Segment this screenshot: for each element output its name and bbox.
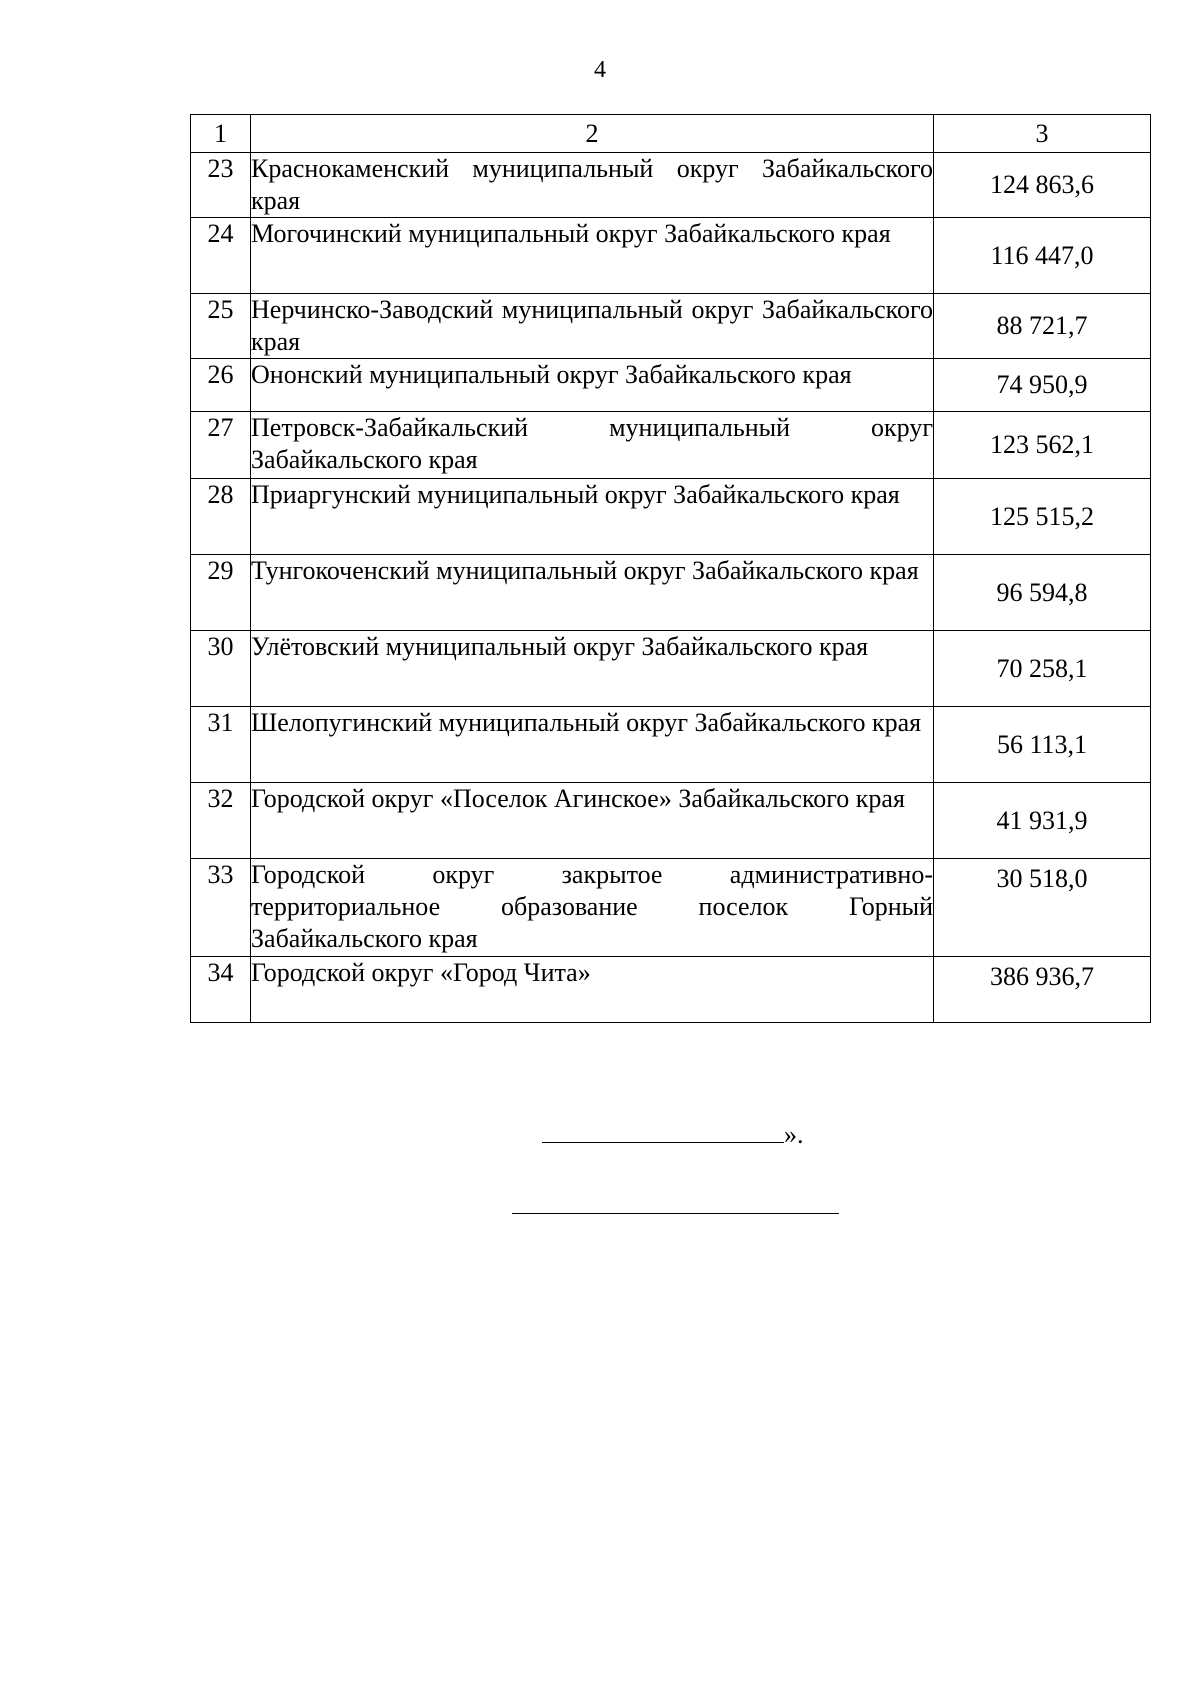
amount-value: 30 518,0 bbox=[934, 859, 1151, 957]
table-header-row bbox=[191, 115, 1151, 153]
closing-quote: ». bbox=[784, 1120, 804, 1149]
row-number: 28 bbox=[191, 479, 251, 555]
table-row bbox=[191, 859, 1151, 957]
table-row bbox=[191, 783, 1151, 859]
row-number: 31 bbox=[191, 707, 251, 783]
row-number: 25 bbox=[191, 294, 251, 359]
table-row bbox=[191, 631, 1151, 707]
amount-value: 386 936,7 bbox=[934, 957, 1151, 1023]
row-number: 34 bbox=[191, 957, 251, 1023]
table-row bbox=[191, 294, 1151, 359]
row-number: 32 bbox=[191, 783, 251, 859]
row-number: 24 bbox=[191, 218, 251, 294]
row-number: 26 bbox=[191, 359, 251, 412]
table-row bbox=[191, 218, 1151, 294]
municipality-name: Шелопугинский муниципальный округ Забайкальского края bbox=[251, 707, 934, 783]
amount-value: 56 113,1 bbox=[934, 707, 1151, 783]
municipality-name: Тунгокоченский муниципальный округ Забайкальского края bbox=[251, 555, 934, 631]
table-row bbox=[191, 412, 1151, 479]
amount-value: 96 594,8 bbox=[934, 555, 1151, 631]
municipality-name: Улётовский муниципальный округ Забайкальского края bbox=[251, 631, 934, 707]
amount-value: 41 931,9 bbox=[934, 783, 1151, 859]
amount-value: 88 721,7 bbox=[934, 294, 1151, 359]
municipality-name: Краснокаменский муниципальный округ Забайкальского края bbox=[251, 153, 934, 218]
header-cell: 3 bbox=[934, 115, 1151, 153]
row-number: 29 bbox=[191, 555, 251, 631]
municipality-name: Городской округ «Город Чита» bbox=[251, 957, 934, 1023]
header-cell: 2 bbox=[251, 115, 934, 153]
row-number: 27 bbox=[191, 412, 251, 479]
table-row bbox=[191, 359, 1151, 412]
row-number: 30 bbox=[191, 631, 251, 707]
table-row bbox=[191, 707, 1151, 783]
row-number: 33 bbox=[191, 859, 251, 957]
amount-value: 125 515,2 bbox=[934, 479, 1151, 555]
municipality-name: Городской округ закрытое административно-территориальное образование поселок Горный Забайкальского края bbox=[251, 859, 934, 957]
blank-line bbox=[542, 1118, 784, 1143]
amount-value: 124 863,6 bbox=[934, 153, 1151, 218]
municipality-name: Нерчинско-Заводский муниципальный округ Забайкальского края bbox=[251, 294, 934, 359]
table-row bbox=[191, 153, 1151, 218]
municipality-name: Городской округ «Поселок Агинское» Забайкальского края bbox=[251, 783, 934, 859]
closing-mark bbox=[542, 1118, 804, 1151]
municipality-name: Могочинский муниципальный округ Забайкальского края bbox=[251, 218, 934, 294]
municipality-name: Петровск-Забайкальский муниципальный округ Забайкальского края bbox=[251, 412, 934, 479]
amount-value: 74 950,9 bbox=[934, 359, 1151, 412]
page-number: 4 bbox=[594, 57, 606, 83]
amount-value: 70 258,1 bbox=[934, 631, 1151, 707]
row-number: 23 bbox=[191, 153, 251, 218]
header-cell: 1 bbox=[191, 115, 251, 153]
table-row bbox=[191, 957, 1151, 1023]
table-row bbox=[191, 555, 1151, 631]
amount-value: 116 447,0 bbox=[934, 218, 1151, 294]
amount-value: 123 562,1 bbox=[934, 412, 1151, 479]
end-separator-line bbox=[512, 1213, 839, 1214]
table-row bbox=[191, 479, 1151, 555]
allocation-table bbox=[190, 114, 1151, 1023]
municipality-name: Ононский муниципальный округ Забайкальского края bbox=[251, 359, 934, 412]
municipality-name: Приаргунский муниципальный округ Забайкальского края bbox=[251, 479, 934, 555]
